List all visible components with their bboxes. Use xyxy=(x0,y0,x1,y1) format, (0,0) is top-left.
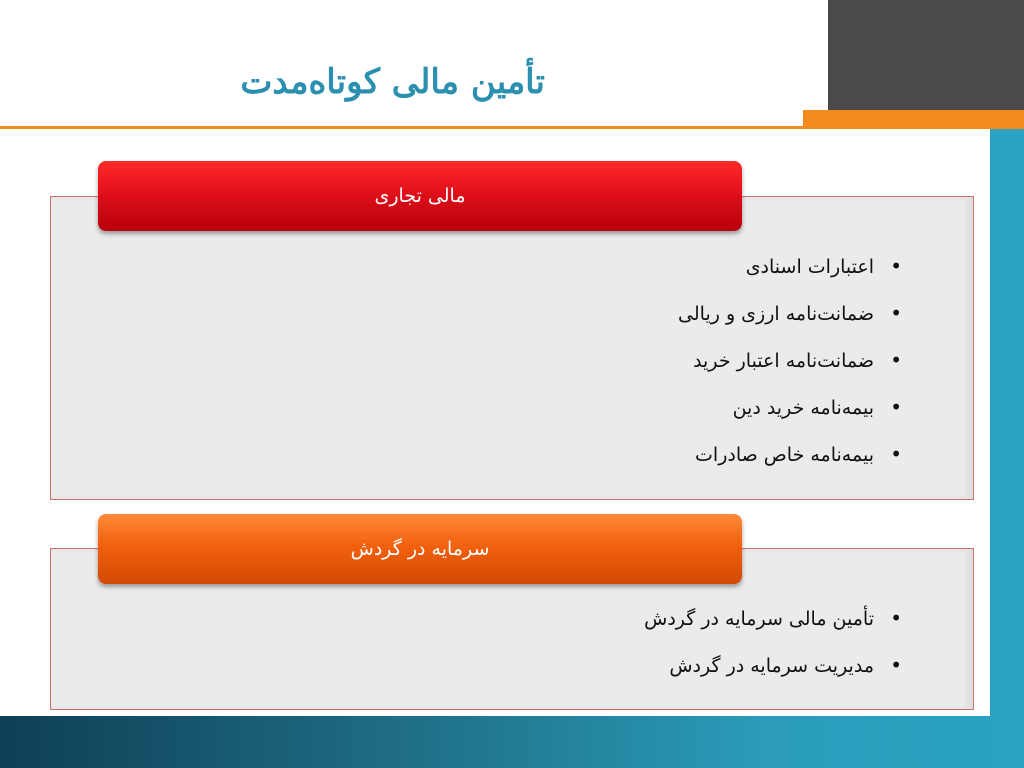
title-underline xyxy=(0,126,803,129)
list-item xyxy=(678,340,902,387)
list-item-text: بیمه‌نامه خاص صادرات xyxy=(695,444,874,466)
list-item xyxy=(678,434,902,481)
list-item-text: تأمین مالی سرمایه در گردش xyxy=(644,608,874,630)
bullet-icon: • xyxy=(890,653,902,677)
list-item-text: مدیریت سرمایه در گردش xyxy=(669,655,874,677)
bullet-icon: • xyxy=(890,442,902,466)
list-item xyxy=(678,246,902,293)
section-header-trade-finance: مالی تجاری xyxy=(98,161,742,231)
corner-dark-block xyxy=(828,0,1024,110)
bullet-icon: • xyxy=(890,254,902,278)
list-item-text: ضمانت‌نامه اعتبار خرید xyxy=(693,350,874,372)
bottom-gradient-band xyxy=(0,716,1024,768)
list-item xyxy=(644,645,902,692)
list-item xyxy=(678,387,902,434)
bullet-list-working-capital xyxy=(644,598,902,692)
orange-accent-block xyxy=(803,110,1024,129)
bullet-list-trade-finance xyxy=(678,246,902,481)
teal-side-bar xyxy=(990,129,1024,768)
list-item-text: بیمه‌نامه خرید دین xyxy=(732,397,874,419)
section-header-working-capital: سرمایه در گردش xyxy=(98,514,742,584)
bullet-icon: • xyxy=(890,348,902,372)
list-item-text: ضمانت‌نامه ارزی و ریالی xyxy=(678,303,874,325)
list-item xyxy=(678,293,902,340)
bullet-icon: • xyxy=(890,301,902,325)
bullet-icon: • xyxy=(890,606,902,630)
slide-title: تأمین مالی کوتاه‌مدت xyxy=(240,62,545,102)
list-item xyxy=(644,598,902,645)
list-item-text: اعتبارات اسنادی xyxy=(745,256,874,278)
bullet-icon: • xyxy=(890,395,902,419)
